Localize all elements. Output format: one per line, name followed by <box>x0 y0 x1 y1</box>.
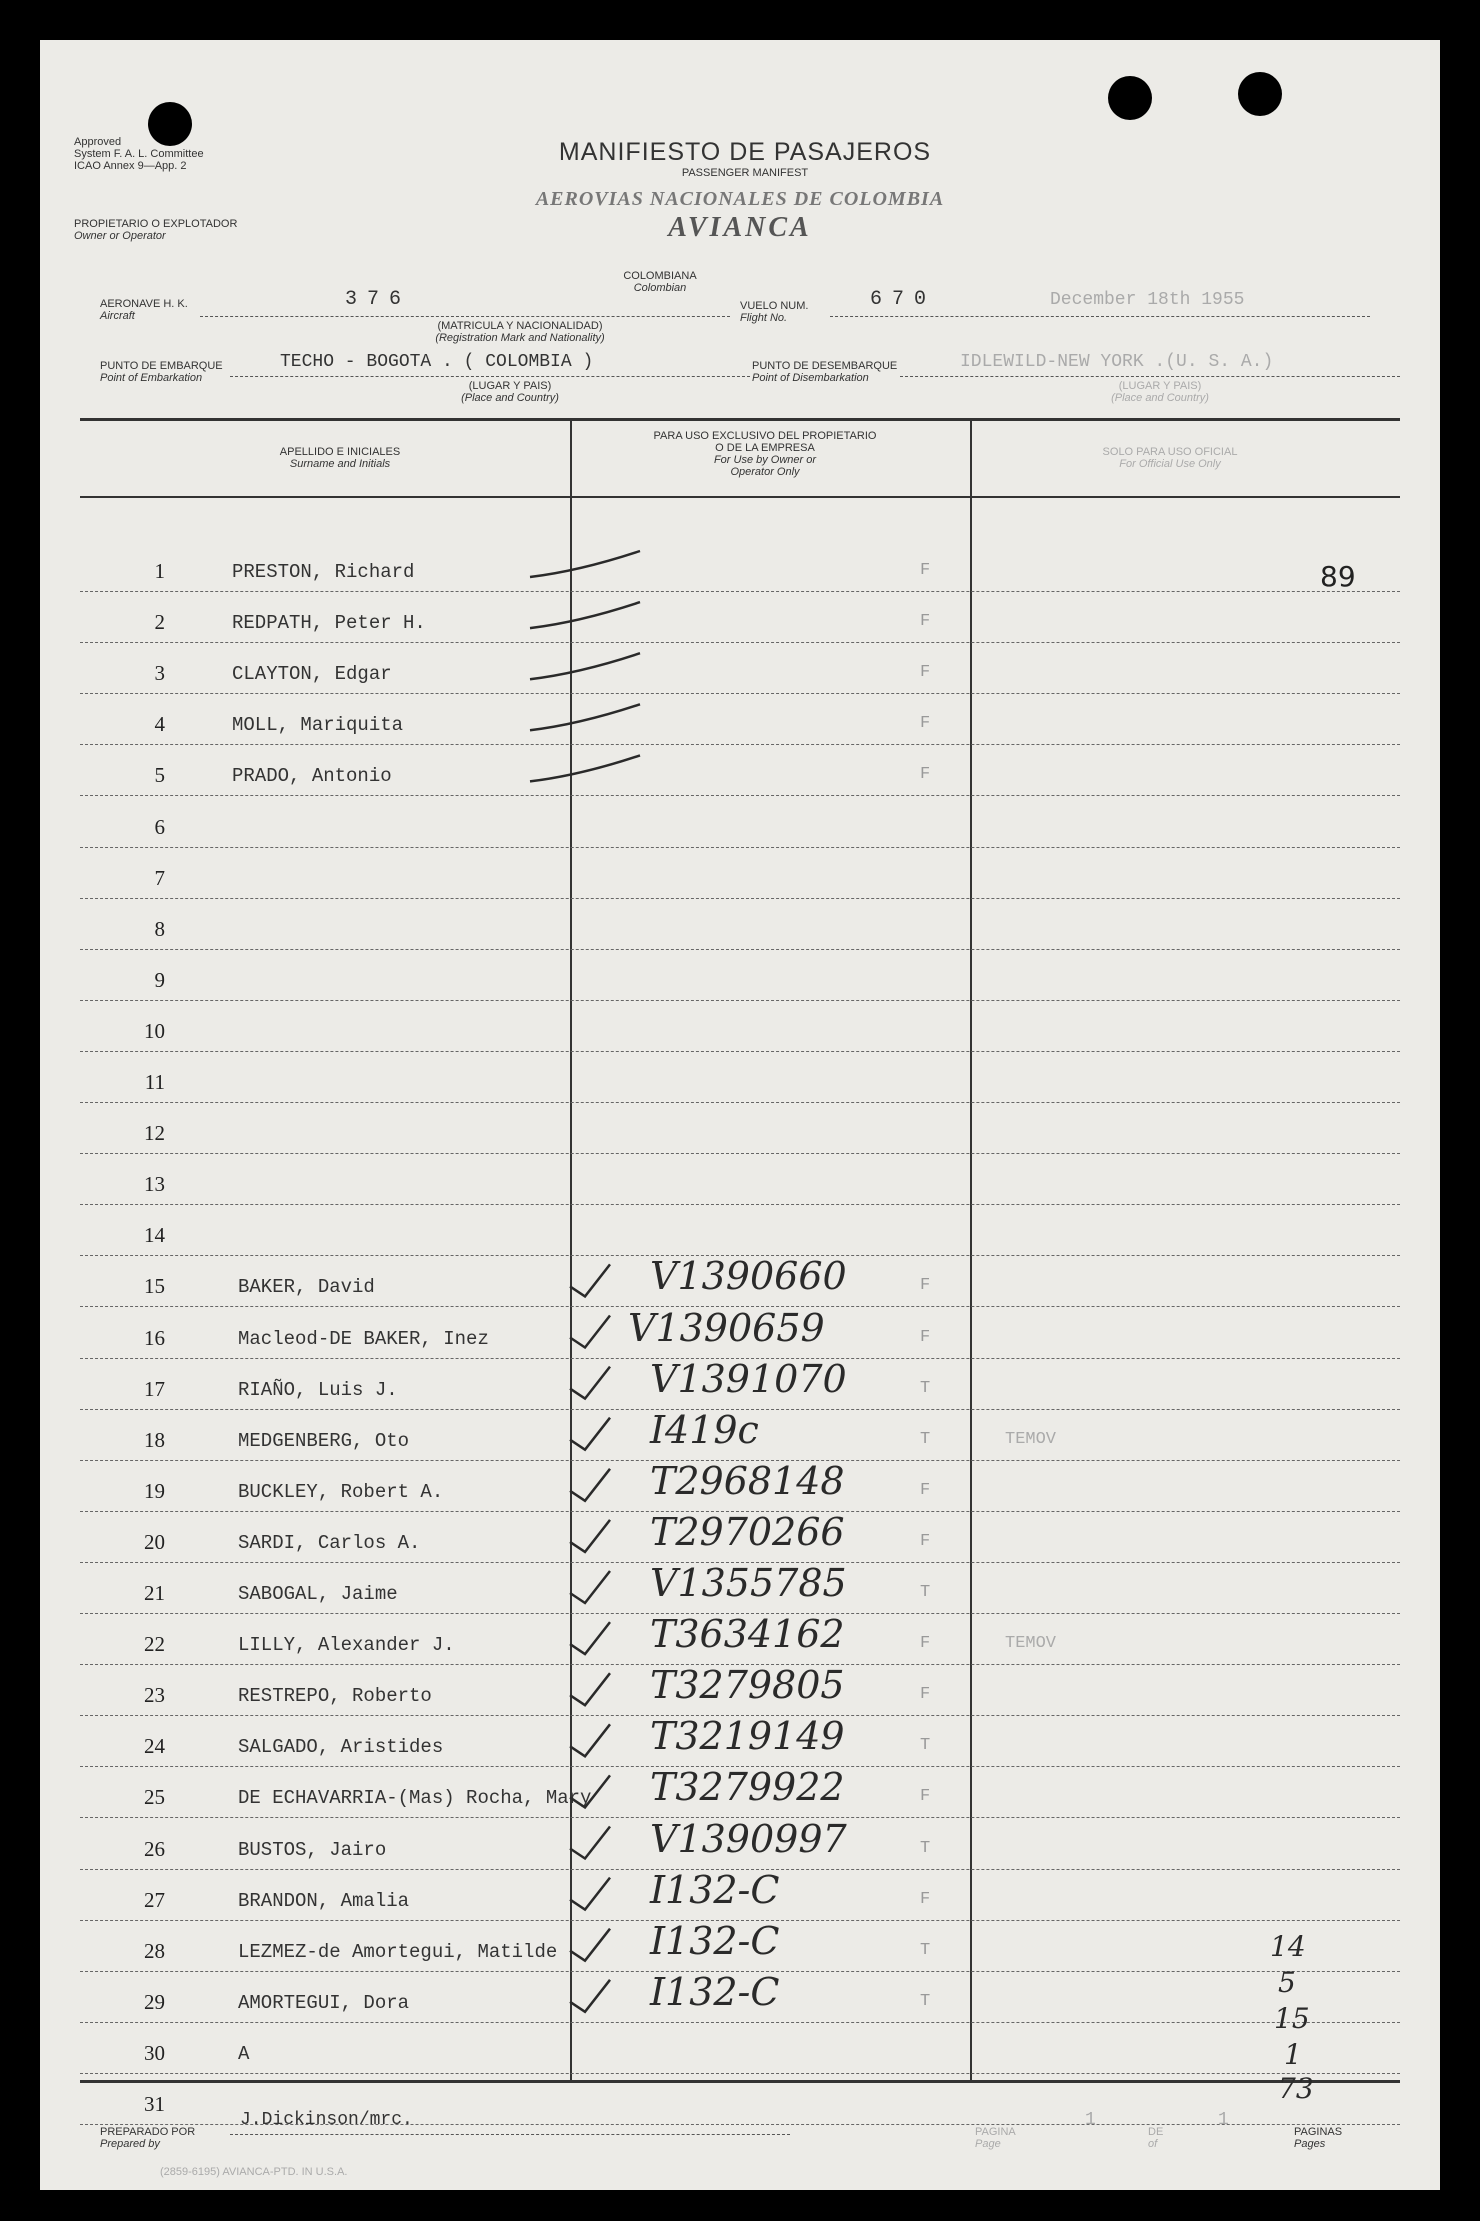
passenger-name: SALGADO, Aristides <box>238 1736 444 1759</box>
row-number: 8 <box>154 916 165 941</box>
class-code: F <box>920 1276 931 1296</box>
embark-caption-en: (Place and Country) <box>461 392 559 404</box>
check-mark <box>530 551 640 577</box>
check-mark <box>570 1929 610 1961</box>
manifest-title: MANIFIESTO DE PASAJEROS <box>558 138 932 166</box>
ticket-number: V1390660 <box>650 1254 847 1299</box>
row-number: 1 <box>154 559 165 583</box>
check-mark <box>570 1775 610 1807</box>
class-code: F <box>920 612 931 632</box>
row-number: 13 <box>144 1172 165 1197</box>
check-mark <box>570 1724 610 1756</box>
page-label-en: Page <box>975 2138 1001 2150</box>
row-number: 28 <box>144 1938 165 1963</box>
passenger-name: PRADO, Antonio <box>232 765 392 788</box>
row-number: 29 <box>144 1989 165 2014</box>
ticket-number: T2970266 <box>650 1509 845 1554</box>
check-mark <box>570 1418 610 1450</box>
flight-label-es: VUELO NUM. <box>740 300 809 312</box>
check-mark <box>530 755 640 781</box>
row-number: 26 <box>144 1836 165 1861</box>
row-number: 4 <box>154 712 165 737</box>
aircraft-label-en: Aircraft <box>100 310 135 322</box>
row-number: 21 <box>144 1581 165 1605</box>
ticket-number: I132-C <box>650 1867 780 1912</box>
row-number: 11 <box>144 1070 165 1094</box>
flight-number: 670 <box>870 288 937 311</box>
registration-country-en: Colombian <box>633 282 687 294</box>
row-number: 30 <box>144 2040 165 2065</box>
disembark-place: IDLEWILD-NEW YORK .(U. S. A.) <box>960 352 1274 372</box>
check-mark <box>530 704 640 730</box>
check-mark <box>570 1878 610 1910</box>
disembark-caption-en: (Place and Country) <box>1111 392 1209 404</box>
page-number: 1 <box>1085 2110 1096 2130</box>
class-code: F <box>920 561 931 580</box>
check-mark <box>570 1367 610 1399</box>
row-number: 19 <box>144 1478 165 1503</box>
annex-label: ICAO Annex 9—App. 2 <box>74 160 187 172</box>
ticket-number: T2968148 <box>650 1458 845 1503</box>
prepared-label <box>100 2126 195 2150</box>
aircraft-number: 376 <box>345 288 412 311</box>
check-mark <box>530 602 640 628</box>
class-code: F <box>920 1327 931 1347</box>
committee-label: System F. A. L. Committee <box>74 148 204 160</box>
of-label-en: of <box>1148 2138 1158 2150</box>
flight-label-en: Flight No. <box>740 312 788 324</box>
class-code: T <box>920 1429 931 1449</box>
check-mark <box>570 1316 610 1348</box>
ticket-number: I132-C <box>650 1969 780 2014</box>
passenger-name: DE ECHAVARRIA-(Mas) Rocha, Mary <box>238 1787 592 1810</box>
check-mark <box>570 1622 610 1654</box>
tally-2: 5 <box>1278 1966 1296 1999</box>
registration-caption-en: (Registration Mark and Nationality) <box>435 332 605 344</box>
ticket-number: V1355785 <box>650 1561 847 1605</box>
class-code: T <box>920 1378 931 1398</box>
class-code: T <box>920 1991 931 2011</box>
class-code: F <box>920 1889 931 1909</box>
ticket-number: T3634162 <box>650 1612 845 1657</box>
embark-label-es: PUNTO DE EMBARQUE <box>100 360 223 372</box>
col-owner-en: For Use by Owner or <box>713 454 817 466</box>
tally-3: 15 <box>1274 2002 1310 2035</box>
row-number: 16 <box>144 1325 165 1350</box>
row-number: 2 <box>154 610 165 635</box>
class-code: F <box>920 1634 931 1654</box>
col-owner-es: PARA USO EXCLUSIVO DEL PROPIETARIO <box>653 430 877 442</box>
class-code: F <box>920 1787 931 1807</box>
passenger-name: SARDI, Carlos A. <box>238 1531 421 1554</box>
row-number: 3 <box>154 661 165 686</box>
passenger-name: SABOGAL, Jaime <box>238 1583 398 1605</box>
class-code: F <box>920 765 931 785</box>
of-label-es: DE <box>1148 2126 1164 2138</box>
disembark-label-es: PUNTO DE DESEMBARQUE <box>752 360 898 372</box>
row-number: 23 <box>144 1683 165 1708</box>
of-label <box>1148 2126 1163 2150</box>
ticket-number: V1391070 <box>650 1356 847 1401</box>
ticket-number: V1390997 <box>650 1816 847 1861</box>
col-official-en: For Official Use Only <box>1119 458 1221 470</box>
prepared-label-es: PREPARADO POR <box>100 2126 196 2138</box>
pages-label-es: PAGINAS <box>1294 2126 1343 2138</box>
row-number: 7 <box>154 865 165 890</box>
check-mark <box>570 1520 610 1552</box>
passenger-name: LEZMEZ-de Amortegui, Matilde <box>238 1940 558 1963</box>
tally-4: 1 <box>1284 2038 1302 2071</box>
row-number: 6 <box>154 814 165 839</box>
class-code: T <box>920 1940 931 1960</box>
flight-date: December 18th 1955 <box>1050 290 1245 310</box>
passenger-name: RESTREPO, Roberto <box>238 1685 432 1708</box>
pages-label <box>1294 2126 1342 2150</box>
check-mark <box>570 1827 610 1859</box>
ticket-number: T3219149 <box>650 1714 845 1759</box>
row-number: 15 <box>144 1274 165 1299</box>
page-label-es: PAGINA <box>975 2126 1016 2138</box>
manifest-page <box>40 40 1440 2190</box>
prepared-label-en: Prepared by <box>100 2138 160 2150</box>
row-number: 12 <box>144 1121 165 1146</box>
class-code: T <box>920 1736 931 1756</box>
aircraft-label-es: AERONAVE H. K. <box>100 298 188 310</box>
row-number: 20 <box>144 1529 165 1554</box>
embark-caption-es: (LUGAR Y PAIS) <box>468 380 552 392</box>
registration-country: COLOMBIANA <box>623 270 697 282</box>
registration-caption-es: (MATRICULA Y NACIONALIDAD) <box>437 320 603 332</box>
row-number: 9 <box>154 967 165 992</box>
col-owner-es-2: O DE LA EMPRESA <box>715 442 815 454</box>
class-code: F <box>920 1531 931 1551</box>
ticket-number: V1390659 <box>628 1305 825 1350</box>
passenger-name: BUCKLEY, Robert A. <box>238 1480 444 1503</box>
class-code: F <box>920 1685 931 1705</box>
owner-label-en: Owner or Operator <box>74 230 166 242</box>
col-name-es: APELLIDO E INICIALES <box>279 446 401 458</box>
passenger-name: MEDGENBERG, Oto <box>238 1429 410 1452</box>
passenger-name: Macleod-DE BAKER, Inez <box>238 1327 489 1350</box>
table-bottom-rule <box>80 2080 1400 2083</box>
disembark-caption-es: (LUGAR Y PAIS) <box>1118 380 1202 392</box>
passenger-name: BRANDON, Amalia <box>238 1889 410 1912</box>
embark-label-en: Point of Embarkation <box>100 372 203 384</box>
margin-number: 89 <box>1320 560 1356 593</box>
row-number: 27 <box>144 1887 165 1912</box>
ticket-number: T3279805 <box>650 1663 845 1708</box>
class-code: T <box>920 1838 931 1858</box>
airline-brand: AVIANCA <box>668 212 812 243</box>
row-number: 25 <box>144 1785 165 1810</box>
print-code: (2859-6195) AVIANCA-PTD. IN U.S.A. <box>160 2166 348 2178</box>
row-number: 31 <box>144 2092 165 2116</box>
official-mark: TEMOV <box>1005 1634 1057 1654</box>
class-code: F <box>920 663 931 683</box>
check-mark <box>570 1980 610 2012</box>
passenger-name: LILLY, Alexander J. <box>238 1634 455 1657</box>
col-name-en: Surname and Initials <box>289 458 391 470</box>
row-number: 24 <box>144 1734 165 1759</box>
approved-label: Approved <box>74 136 122 148</box>
check-mark <box>570 1571 610 1603</box>
page-total: 1 <box>1218 2110 1229 2130</box>
check-mark <box>570 1264 610 1296</box>
official-mark: TEMOV <box>1005 1429 1057 1449</box>
passenger-name: BAKER, David <box>238 1276 375 1299</box>
passenger-name: REDPATH, Peter H. <box>232 612 426 635</box>
check-mark <box>570 1673 610 1705</box>
embark-place: TECHO - BOGOTA . ( COLOMBIA ) <box>280 352 594 372</box>
class-code: T <box>920 1583 931 1602</box>
check-mark <box>530 653 640 679</box>
prepared-by: J.Dickinson/mrc. <box>240 2110 413 2130</box>
check-mark <box>570 1469 610 1501</box>
row-number: 10 <box>144 1018 165 1043</box>
check-marks <box>40 40 1440 2190</box>
row-number: 14 <box>144 1223 165 1248</box>
tally-5: 73 <box>1278 2072 1314 2105</box>
airline-name: AEROVIAS NACIONALES DE COLOMBIA <box>535 188 945 210</box>
manifest-subtitle: PASSENGER MANIFEST <box>681 167 809 179</box>
passenger-name: A <box>238 2042 250 2065</box>
col-official-es: SOLO PARA USO OFICIAL <box>1102 446 1238 458</box>
row-number: 18 <box>144 1427 165 1452</box>
ticket-number: T3279922 <box>650 1765 845 1810</box>
pages-label-en: Pages <box>1294 2138 1326 2150</box>
passenger-name: MOLL, Mariquita <box>232 714 404 737</box>
class-code: F <box>920 714 931 734</box>
class-code: F <box>920 1480 931 1500</box>
disembark-label-en: Point of Disembarkation <box>752 372 869 384</box>
tally-1: 14 <box>1270 1930 1306 1963</box>
row-number: 22 <box>144 1632 165 1657</box>
ticket-number: I132-C <box>650 1918 780 1963</box>
passenger-name: CLAYTON, Edgar <box>232 663 392 686</box>
ticket-number: I419c <box>650 1407 759 1452</box>
passenger-name: BUSTOS, Jairo <box>238 1838 387 1861</box>
row-number: 5 <box>154 763 165 788</box>
owner-label-es: PROPIETARIO O EXPLOTADOR <box>74 218 238 230</box>
passenger-name: RIAÑO, Luis J. <box>238 1378 398 1401</box>
passenger-name: AMORTEGUI, Dora <box>238 1991 410 2014</box>
row-number: 17 <box>144 1376 165 1401</box>
passenger-name: PRESTON, Richard <box>232 561 415 583</box>
col-owner-en-2: Operator Only <box>730 466 800 478</box>
page-label <box>975 2126 1016 2150</box>
